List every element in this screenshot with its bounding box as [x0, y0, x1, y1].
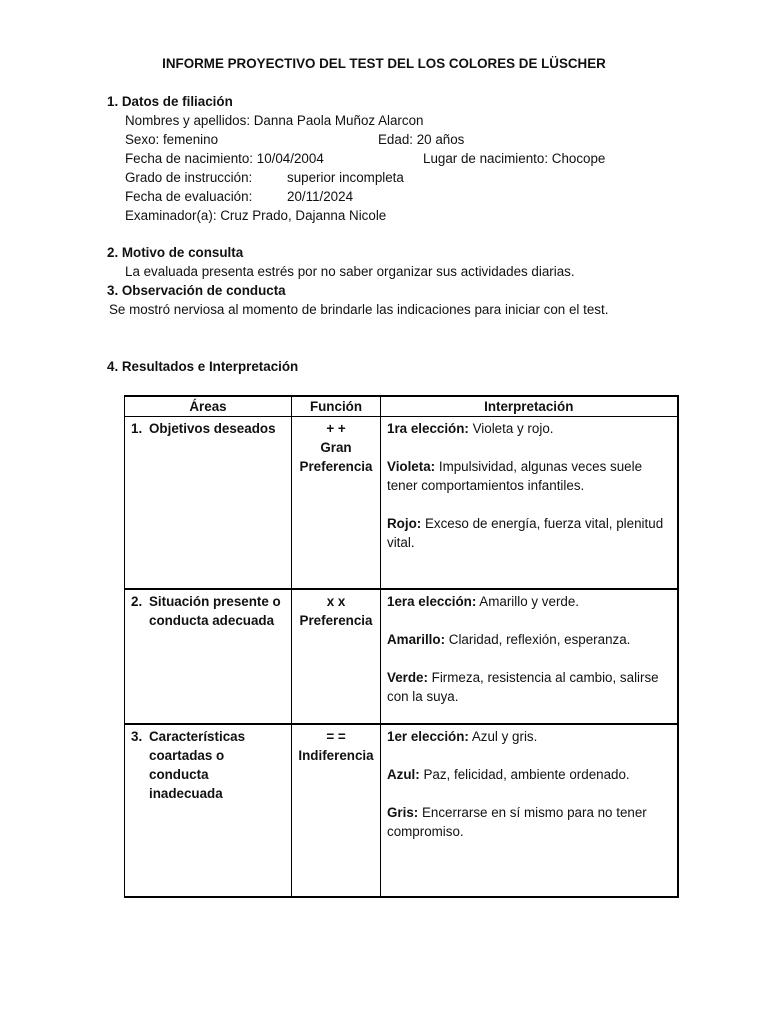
area-number: 2.	[131, 594, 143, 609]
motivo-text: La evaluada presenta estrés por no saber organizar sus actividades diarias.	[125, 264, 575, 279]
section-3-heading: 3. Observación de conducta	[107, 283, 286, 298]
header-funcion: Función	[292, 396, 381, 417]
color-label: Azul:	[387, 767, 420, 782]
fecha-evaluacion-value: 20/11/2024	[287, 189, 354, 204]
interpretacion-cell	[381, 417, 678, 590]
funcion-label: Indiferencia	[298, 748, 374, 763]
eleccion-label: 1ra elección:	[387, 421, 469, 436]
table-row	[125, 589, 678, 724]
color-label: Violeta:	[387, 459, 436, 474]
examinador-field: Examinador(a): Cruz Prado, Dajanna Nicole	[125, 208, 387, 223]
edad-field: Edad: 20 años	[378, 132, 465, 147]
funcion-label: Gran Preferencia	[299, 440, 373, 474]
table-header-row	[125, 396, 678, 417]
eleccion-label: 1era elección:	[387, 594, 477, 609]
funcion-cell	[292, 724, 381, 897]
section-1-heading: 1. Datos de filiación	[107, 94, 233, 109]
lugar-nacimiento-field: Lugar de nacimiento: Chocope	[423, 151, 606, 166]
color-text: Encerrarse en sí mismo para no tener compromiso.	[387, 805, 647, 839]
nombres-field: Nombres y apellidos: Danna Paola Muñoz Alarcon	[125, 113, 424, 128]
fecha-nacimiento-field: Fecha de nacimiento: 10/04/2004	[125, 151, 324, 166]
area-label: Características coartadas o conducta inadecuada	[149, 729, 246, 801]
fecha-evaluacion-label: Fecha de evaluación:	[125, 189, 253, 204]
area-cell	[125, 417, 292, 590]
area-cell	[125, 589, 292, 724]
eleccion-text: Azul y gris.	[468, 729, 538, 744]
interpretacion-cell	[381, 589, 678, 724]
eleccion-text: Amarillo y verde.	[476, 594, 580, 609]
color-text: Paz, felicidad, ambiente ordenado.	[419, 767, 630, 782]
eleccion-text: Violeta y rojo.	[468, 421, 554, 436]
area-cell	[125, 724, 292, 897]
area-label: Situación presente o conducta adecuada	[149, 594, 281, 628]
color-label: Rojo:	[387, 516, 422, 531]
observacion-text: Se mostró nerviosa al momento de brindarle las indicaciones para iniciar con el test.	[109, 302, 609, 317]
color-text: Impulsividad, algunas veces suele tener comportamientos infantiles.	[387, 459, 643, 493]
funcion-label: Preferencia	[299, 613, 373, 628]
header-areas: Áreas	[125, 396, 292, 417]
funcion-cell	[292, 589, 381, 724]
header-interpretacion: Interpretación	[381, 396, 678, 417]
section-4-heading: 4. Resultados e Interpretación	[107, 359, 299, 374]
results-table	[124, 395, 679, 898]
area-label: Objetivos deseados	[149, 421, 276, 436]
funcion-symbol: + +	[326, 421, 346, 436]
report-title: INFORME PROYECTIVO DEL TEST DEL LOS COLORES DE LÜSCHER	[162, 56, 606, 71]
color-text: Exceso de energía, fuerza vital, plenitud vital.	[387, 516, 664, 550]
color-label: Amarillo:	[387, 632, 446, 647]
table-row	[125, 724, 678, 897]
funcion-cell	[292, 417, 381, 590]
color-label: Gris:	[387, 805, 419, 820]
area-number: 1.	[131, 421, 143, 436]
grado-label: Grado de instrucción:	[125, 170, 253, 185]
color-text: Claridad, reflexión, esperanza.	[445, 632, 631, 647]
color-label: Verde:	[387, 670, 428, 685]
sexo-field: Sexo: femenino	[125, 132, 219, 147]
section-2-heading: 2. Motivo de consulta	[107, 245, 244, 260]
eleccion-label: 1er elección:	[387, 729, 469, 744]
funcion-symbol: = =	[326, 729, 346, 744]
color-text: Firmeza, resistencia al cambio, salirse con la suya.	[387, 670, 659, 704]
interpretacion-cell	[381, 724, 678, 897]
table-row	[125, 417, 678, 590]
funcion-symbol: x x	[326, 594, 346, 609]
area-number: 3.	[131, 729, 143, 744]
grado-value: superior incompleta	[287, 170, 404, 185]
